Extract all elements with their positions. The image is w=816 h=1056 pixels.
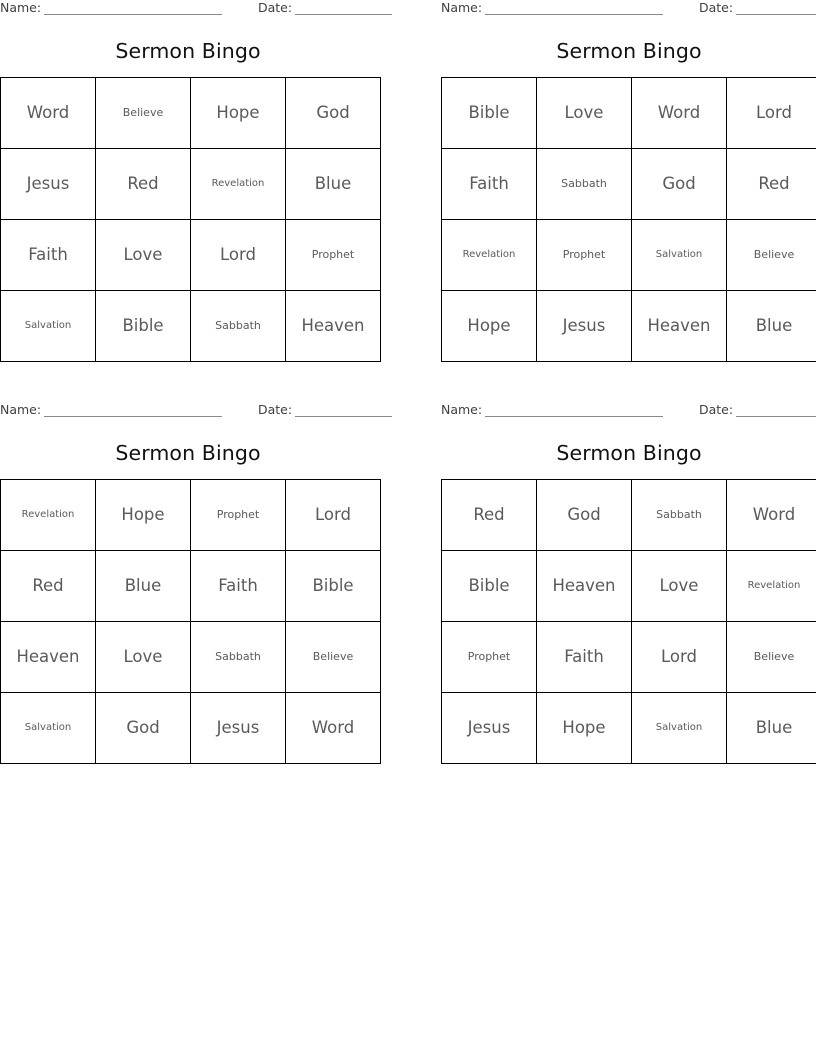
bingo-cell-label: Revelation xyxy=(211,177,265,189)
bingo-cell-label: Salvation xyxy=(24,319,72,331)
bingo-card xyxy=(441,402,816,764)
bingo-cell-label: Heaven xyxy=(552,576,616,596)
bingo-cell-label: Believe xyxy=(753,650,795,664)
bingo-cell-label: Heaven xyxy=(301,316,365,336)
bingo-cell[interactable] xyxy=(727,551,816,622)
bingo-cell[interactable] xyxy=(286,78,381,149)
bingo-cell[interactable] xyxy=(537,693,632,764)
date-write-line[interactable] xyxy=(736,405,816,417)
bingo-cell[interactable] xyxy=(96,291,191,362)
bingo-cell-label: Prophet xyxy=(562,248,606,262)
date-field-group xyxy=(699,402,816,417)
bingo-cell-label: Lord xyxy=(220,245,256,265)
bingo-row xyxy=(442,78,816,149)
bingo-cell-label: Revelation xyxy=(747,579,801,591)
bingo-cell-label: Jesus xyxy=(562,316,606,336)
bingo-grid-body xyxy=(1,78,381,362)
bingo-cell[interactable] xyxy=(1,480,96,551)
bingo-cell[interactable] xyxy=(727,480,816,551)
bingo-cell[interactable] xyxy=(96,622,191,693)
bingo-cell-label: Love xyxy=(123,245,163,265)
bingo-cell-label: Jesus xyxy=(216,718,260,738)
date-label: Date: xyxy=(258,402,293,417)
bingo-cell-label: Lord xyxy=(315,505,351,525)
bingo-cell[interactable] xyxy=(727,622,816,693)
bingo-cell[interactable] xyxy=(442,149,537,220)
date-write-line[interactable] xyxy=(295,405,392,417)
bingo-cell-label: Bible xyxy=(312,576,354,596)
date-label: Date: xyxy=(699,402,734,417)
bingo-cell[interactable] xyxy=(1,220,96,291)
bingo-cell[interactable] xyxy=(727,693,816,764)
name-label: Name: xyxy=(441,0,483,15)
bingo-row xyxy=(1,480,381,551)
bingo-cell-label: Salvation xyxy=(655,248,703,260)
bingo-cell-label: Prophet xyxy=(216,508,260,522)
bingo-cell-label: Lord xyxy=(756,103,792,123)
bingo-cell[interactable] xyxy=(632,291,727,362)
name-write-line[interactable] xyxy=(485,405,663,417)
card-meta-row xyxy=(441,0,816,22)
bingo-cell[interactable] xyxy=(632,551,727,622)
bingo-cell[interactable] xyxy=(442,78,537,149)
bingo-cell-label: Love xyxy=(123,647,163,667)
bingo-cell[interactable] xyxy=(286,291,381,362)
bingo-row xyxy=(442,622,816,693)
card-title: Sermon Bingo xyxy=(115,441,261,465)
bingo-cell[interactable] xyxy=(727,149,816,220)
bingo-grid-body xyxy=(442,78,816,362)
bingo-row xyxy=(1,78,381,149)
bingo-cell[interactable] xyxy=(286,149,381,220)
bingo-grid-body xyxy=(442,480,816,764)
bingo-cell[interactable] xyxy=(1,551,96,622)
bingo-cell-label: Love xyxy=(564,103,604,123)
bingo-cell-label: Bible xyxy=(468,576,510,596)
bingo-cell[interactable] xyxy=(442,622,537,693)
bingo-cell[interactable] xyxy=(1,78,96,149)
bingo-cell[interactable] xyxy=(537,622,632,693)
bingo-grid-body xyxy=(1,480,381,764)
card-title: Sermon Bingo xyxy=(556,39,702,63)
bingo-cell-label: Red xyxy=(127,174,159,194)
bingo-cell[interactable] xyxy=(191,149,286,220)
bingo-cell[interactable] xyxy=(442,220,537,291)
bingo-cell[interactable] xyxy=(191,622,286,693)
card-title: Sermon Bingo xyxy=(115,39,261,63)
bingo-row xyxy=(442,291,816,362)
date-field-group xyxy=(258,402,392,417)
bingo-cell[interactable] xyxy=(727,291,816,362)
bingo-cell-label: Revelation xyxy=(462,248,516,260)
bingo-cell-label: Lord xyxy=(661,647,697,667)
bingo-cell[interactable] xyxy=(191,480,286,551)
bingo-cell-label: God xyxy=(662,174,696,194)
bingo-cell-label: God xyxy=(126,718,160,738)
bingo-cell-label: Revelation xyxy=(21,508,75,520)
card-meta-row xyxy=(0,402,376,424)
bingo-row xyxy=(442,480,816,551)
bingo-cell-label: Jesus xyxy=(467,718,511,738)
bingo-cell[interactable] xyxy=(96,78,191,149)
bingo-cell-label: Jesus xyxy=(26,174,70,194)
bingo-grid xyxy=(441,479,816,764)
bingo-cell[interactable] xyxy=(442,693,537,764)
date-field-group xyxy=(258,0,392,15)
bingo-cell-label: Prophet xyxy=(467,650,511,664)
bingo-cell[interactable] xyxy=(1,149,96,220)
bingo-grid xyxy=(0,77,381,362)
name-write-line[interactable] xyxy=(44,3,222,15)
name-write-line[interactable] xyxy=(44,405,222,417)
bingo-grid xyxy=(0,479,381,764)
bingo-cell-label: Blue xyxy=(755,316,793,336)
bingo-cell[interactable] xyxy=(537,78,632,149)
bingo-cell[interactable] xyxy=(537,551,632,622)
name-field-group xyxy=(0,0,222,15)
bingo-cell-label: Salvation xyxy=(24,721,72,733)
bingo-cell[interactable] xyxy=(1,622,96,693)
bingo-row xyxy=(442,149,816,220)
bingo-cell[interactable] xyxy=(96,480,191,551)
bingo-cell-label: Red xyxy=(473,505,505,525)
bingo-cell[interactable] xyxy=(632,622,727,693)
bingo-cell-label: Prophet xyxy=(311,248,355,262)
bingo-cell[interactable] xyxy=(286,480,381,551)
bingo-cell[interactable] xyxy=(632,693,727,764)
bingo-cell-label: Sabbath xyxy=(656,508,702,522)
bingo-cell-label: God xyxy=(316,103,350,123)
bingo-row xyxy=(1,291,381,362)
bingo-cell-label: Heaven xyxy=(647,316,711,336)
date-label: Date: xyxy=(258,0,293,15)
name-field-group xyxy=(0,402,222,417)
bingo-grid xyxy=(441,77,816,362)
bingo-row xyxy=(1,622,381,693)
name-write-line[interactable] xyxy=(485,3,663,15)
bingo-cell-label: Word xyxy=(26,103,70,123)
bingo-cell[interactable] xyxy=(286,220,381,291)
bingo-cell-label: Hope xyxy=(467,316,511,336)
bingo-cell[interactable] xyxy=(286,693,381,764)
name-field-group xyxy=(441,0,663,15)
date-write-line[interactable] xyxy=(295,3,392,15)
bingo-cell[interactable] xyxy=(191,693,286,764)
bingo-cell[interactable] xyxy=(96,693,191,764)
bingo-cell[interactable] xyxy=(96,220,191,291)
name-label: Name: xyxy=(0,402,42,417)
bingo-cell-label: Believe xyxy=(312,650,354,664)
bingo-cell-label: God xyxy=(567,505,601,525)
bingo-cell-label: Sabbath xyxy=(561,177,607,191)
bingo-cell[interactable] xyxy=(537,480,632,551)
bingo-cell-label: Faith xyxy=(469,174,509,194)
bingo-cell-label: Hope xyxy=(562,718,606,738)
bingo-cell-label: Faith xyxy=(28,245,68,265)
bingo-cell[interactable] xyxy=(286,551,381,622)
bingo-cell-label: Salvation xyxy=(655,721,703,733)
bingo-cell[interactable] xyxy=(96,551,191,622)
bingo-row xyxy=(1,693,381,764)
bingo-cell[interactable] xyxy=(442,551,537,622)
bingo-cell-label: Blue xyxy=(314,174,352,194)
bingo-card xyxy=(0,0,376,362)
bingo-cell-label: Bible xyxy=(122,316,164,336)
bingo-cell-label: Blue xyxy=(124,576,162,596)
bingo-cell-label: Blue xyxy=(755,718,793,738)
bingo-cell-label: Sabbath xyxy=(215,319,261,333)
bingo-cell[interactable] xyxy=(632,220,727,291)
card-meta-row xyxy=(0,0,376,22)
bingo-cell[interactable] xyxy=(537,291,632,362)
bingo-row xyxy=(1,220,381,291)
bingo-cell[interactable] xyxy=(1,291,96,362)
bingo-cell[interactable] xyxy=(632,480,727,551)
bingo-cell[interactable] xyxy=(96,149,191,220)
bingo-cell-label: Love xyxy=(659,576,699,596)
date-label: Date: xyxy=(699,0,734,15)
name-label: Name: xyxy=(441,402,483,417)
bingo-cell-label: Word xyxy=(311,718,355,738)
bingo-row xyxy=(1,149,381,220)
card-meta-row xyxy=(441,402,816,424)
bingo-cell[interactable] xyxy=(727,78,816,149)
bingo-cell-label: Faith xyxy=(564,647,604,667)
bingo-cell[interactable] xyxy=(1,693,96,764)
bingo-cell[interactable] xyxy=(286,622,381,693)
bingo-cell-label: Sabbath xyxy=(215,650,261,664)
bingo-cell[interactable] xyxy=(191,78,286,149)
bingo-row xyxy=(442,693,816,764)
bingo-cell[interactable] xyxy=(191,220,286,291)
bingo-cell-label: Faith xyxy=(218,576,258,596)
bingo-cell-label: Believe xyxy=(753,248,795,262)
bingo-cell[interactable] xyxy=(191,551,286,622)
bingo-card xyxy=(441,0,816,362)
bingo-card xyxy=(0,402,376,764)
bingo-cell-label: Word xyxy=(657,103,701,123)
bingo-cell[interactable] xyxy=(537,220,632,291)
bingo-cell-label: Hope xyxy=(216,103,260,123)
bingo-cell[interactable] xyxy=(442,480,537,551)
bingo-row xyxy=(442,220,816,291)
bingo-cell-label: Red xyxy=(32,576,64,596)
bingo-cell-label: Hope xyxy=(121,505,165,525)
bingo-cell-label: Red xyxy=(758,174,790,194)
bingo-row xyxy=(442,551,816,622)
bingo-cell-label: Word xyxy=(752,505,796,525)
bingo-cell-label: Heaven xyxy=(16,647,80,667)
bingo-row xyxy=(1,551,381,622)
bingo-cell-label: Bible xyxy=(468,103,510,123)
name-field-group xyxy=(441,402,663,417)
name-label: Name: xyxy=(0,0,42,15)
bingo-cell[interactable] xyxy=(632,149,727,220)
bingo-cell[interactable] xyxy=(537,149,632,220)
bingo-cell[interactable] xyxy=(632,78,727,149)
bingo-cell-label: Believe xyxy=(122,106,164,120)
date-write-line[interactable] xyxy=(736,3,816,15)
bingo-cell[interactable] xyxy=(442,291,537,362)
card-title: Sermon Bingo xyxy=(556,441,702,465)
bingo-cell[interactable] xyxy=(191,291,286,362)
date-field-group xyxy=(699,0,816,15)
bingo-cell[interactable] xyxy=(727,220,816,291)
